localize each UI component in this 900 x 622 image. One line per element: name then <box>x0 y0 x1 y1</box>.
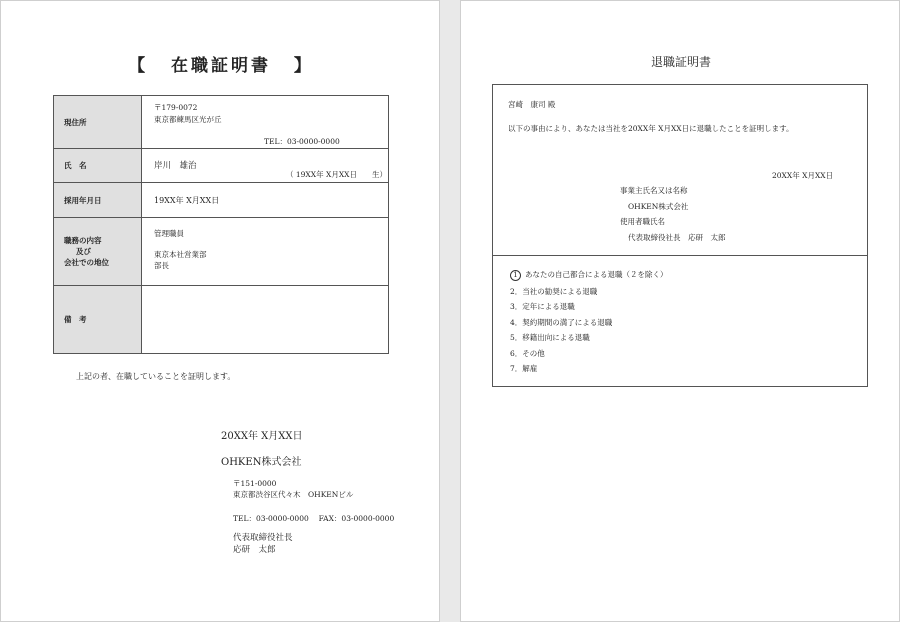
name-label: 氏 名 <box>54 149 142 183</box>
postal-code: 〒179-0072 <box>154 103 198 112</box>
reason-item-6: 6．その他 <box>510 349 545 358</box>
retirement-statement: 以下の事由により、あなたは当社を20XX年 X月XX日に退職したことを証明します。 <box>508 124 794 133</box>
remarks-row <box>54 286 389 354</box>
remarks-cell <box>142 286 389 354</box>
address-label: 現住所 <box>54 96 142 149</box>
hire-date-row <box>54 183 389 218</box>
address-row <box>54 96 389 149</box>
duty-label-line1: 職務の内容 <box>64 236 102 245</box>
hire-date-cell <box>142 183 389 218</box>
reason-item-1 <box>510 269 668 281</box>
duty-cell <box>142 218 389 286</box>
duty-row <box>54 218 389 286</box>
reason-item-5: 5．移籍出向による退職 <box>510 333 590 342</box>
employment-statement: 上記の者、在職していることを証明します。 <box>76 372 236 381</box>
duty-label-line2: 及び <box>76 247 91 256</box>
employment-certificate-page <box>0 0 440 622</box>
company-name: OHKEN株式会社 <box>221 457 302 468</box>
duty-value: 管理職員 <box>154 229 184 238</box>
address-value: 東京都練馬区光が丘 <box>154 115 222 124</box>
user-label: 使用者職氏名 <box>620 217 665 226</box>
tel-value: TEL：03-0000-0000 <box>264 137 340 146</box>
duty-label-line3: 会社での地位 <box>64 258 109 267</box>
address-cell <box>142 96 389 149</box>
employer-name: OHKEN株式会社 <box>628 202 689 211</box>
reason-label-1: あなたの自己都合による退職（２を除く） <box>525 270 668 279</box>
retirement-certificate-page <box>460 0 900 622</box>
position-line1: 東京本社営業部 <box>154 250 207 259</box>
addressee: 宮崎 康司 殿 <box>508 100 556 109</box>
selected-circle-mark: 1 <box>510 270 521 281</box>
duty-label <box>54 218 142 286</box>
name-row <box>54 149 389 183</box>
representative-title: 代表取締役社長 <box>233 533 293 543</box>
retirement-certificate-title: 退職証明書 <box>650 55 711 69</box>
title-text: 在職証明書 <box>171 56 271 76</box>
retirement-issue-date: 20XX年 X月XX日 <box>772 171 834 180</box>
reason-item-3: 3．定年による退職 <box>510 302 575 311</box>
company-tel-fax: TEL：03-0000-0000 FAX：03-0000-0000 <box>233 514 395 523</box>
position-line2: 部長 <box>154 261 169 270</box>
birth-date: （ 19XX年 X月XX日 生） <box>286 170 388 179</box>
section-divider <box>493 255 867 256</box>
name-value: 岸川 雄治 <box>154 161 197 171</box>
issue-date: 20XX年 X月XX日 <box>221 431 303 442</box>
remarks-label: 備 考 <box>54 286 142 354</box>
company-address: 東京都渋谷区代々木 OHKENビル <box>233 490 354 499</box>
retirement-certificate-box <box>492 84 868 387</box>
company-postal: 〒151-0000 <box>233 479 277 488</box>
reason-item-4: 4．契約期間の満了による退職 <box>510 318 613 327</box>
employment-certificate-title <box>1 51 441 76</box>
hire-date-value: 19XX年 X月XX日 <box>154 196 220 205</box>
title-bracket-close: 】 <box>293 56 314 76</box>
reason-item-2: 2．当社の勧奨による退職 <box>510 287 598 296</box>
title-bracket-open: 【 <box>128 56 149 76</box>
employment-info-table <box>53 95 389 354</box>
name-cell <box>142 149 389 183</box>
employer-label: 事業主氏名又は名称 <box>620 186 688 195</box>
representative-name: 応研 太郎 <box>233 545 276 555</box>
hire-date-label: 採用年月日 <box>54 183 142 218</box>
reason-item-7: 7．解雇 <box>510 364 538 373</box>
user-name: 代表取締役社長 応研 太郎 <box>628 233 726 242</box>
